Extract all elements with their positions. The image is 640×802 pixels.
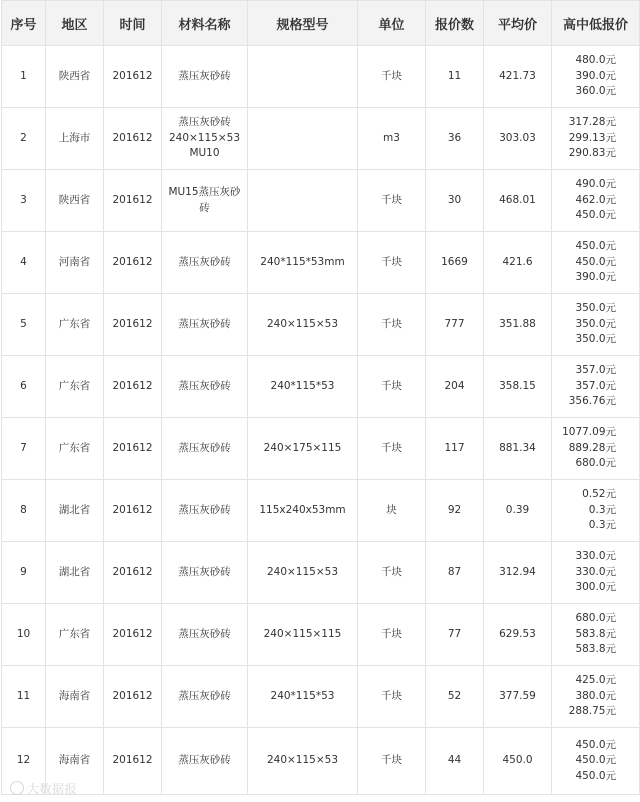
cell-unit: 千块 xyxy=(358,170,426,232)
cell-quote-count: 77 xyxy=(426,604,484,666)
cell-average-price: 0.39 xyxy=(484,480,552,542)
cell-line: 蒸压灰砂砖 xyxy=(178,441,231,454)
cell-line: 蒸压灰砂砖 xyxy=(178,627,231,640)
table-row xyxy=(2,542,640,604)
cell-line: 蒸压灰砂砖 xyxy=(178,69,231,82)
cell-line: 299.13元 xyxy=(568,131,616,144)
cell-spec: 240*115*53 xyxy=(248,356,358,418)
cell-index: 11 xyxy=(2,666,46,728)
cell-unit: 千块 xyxy=(358,542,426,604)
cell-quote-count: 1669 xyxy=(426,232,484,294)
cell-index: 4 xyxy=(2,232,46,294)
cell-prices xyxy=(552,728,640,795)
header-average-price: 平均价 xyxy=(484,1,552,46)
cell-region: 上海市 xyxy=(46,108,104,170)
cell-quote-count: 204 xyxy=(426,356,484,418)
cell-material-name xyxy=(162,542,248,604)
cell-line: 356.76元 xyxy=(568,395,616,408)
cell-unit: m3 xyxy=(358,108,426,170)
cell-line: 490.0元 xyxy=(575,178,616,191)
table-row xyxy=(2,480,640,542)
cell-average-price: 312.94 xyxy=(484,542,552,604)
cell-time: 201612 xyxy=(104,108,162,170)
cell-quote-count: 36 xyxy=(426,108,484,170)
cell-index: 8 xyxy=(2,480,46,542)
cell-region: 海南省 xyxy=(46,728,104,795)
cell-line: 450.0元 xyxy=(575,738,616,751)
cell-material-name xyxy=(162,480,248,542)
header-index: 序号 xyxy=(2,1,46,46)
cell-spec xyxy=(248,108,358,170)
cell-time: 201612 xyxy=(104,170,162,232)
cell-unit: 千块 xyxy=(358,356,426,418)
cell-line: 360.0元 xyxy=(575,85,616,98)
watermark-text: 大数据报 xyxy=(27,782,78,796)
cell-region: 湖北省 xyxy=(46,542,104,604)
cell-line: 240×115×53 xyxy=(168,131,241,144)
cell-unit: 千块 xyxy=(358,418,426,480)
cell-line: 450.0元 xyxy=(575,209,616,222)
table-row xyxy=(2,170,640,232)
cell-line: 蒸压灰砂砖 xyxy=(178,565,231,578)
cell-index: 5 xyxy=(2,294,46,356)
cell-prices xyxy=(552,232,640,294)
cell-line: 480.0元 xyxy=(575,54,616,67)
cell-line: 425.0元 xyxy=(575,674,616,687)
cell-time: 201612 xyxy=(104,666,162,728)
cell-line: 350.0元 xyxy=(575,317,616,330)
cell-unit: 千块 xyxy=(358,604,426,666)
watermark xyxy=(10,780,77,797)
cell-material-name xyxy=(162,666,248,728)
cell-spec xyxy=(248,170,358,232)
weibo-logo-icon xyxy=(10,781,24,795)
cell-region: 广东省 xyxy=(46,604,104,666)
cell-time: 201612 xyxy=(104,356,162,418)
cell-line: 蒸压灰砂砖 xyxy=(178,317,231,330)
cell-line: MU15蒸压灰砂 xyxy=(168,186,241,198)
cell-average-price: 421.6 xyxy=(484,232,552,294)
cell-line: 0.3元 xyxy=(588,519,616,532)
cell-material-name xyxy=(162,356,248,418)
cell-line: 390.0元 xyxy=(575,271,616,284)
cell-material-name xyxy=(162,728,248,795)
cell-line: 砖 xyxy=(199,201,210,214)
cell-spec: 240×175×115 xyxy=(248,418,358,480)
cell-region: 广东省 xyxy=(46,356,104,418)
cell-prices xyxy=(552,418,640,480)
cell-average-price: 881.34 xyxy=(484,418,552,480)
cell-quote-count: 92 xyxy=(426,480,484,542)
cell-line: 蒸压灰砂砖 xyxy=(178,503,231,516)
cell-line: 290.83元 xyxy=(568,147,616,160)
cell-spec: 240×115×115 xyxy=(248,604,358,666)
cell-quote-count: 52 xyxy=(426,666,484,728)
cell-index: 6 xyxy=(2,356,46,418)
cell-quote-count: 777 xyxy=(426,294,484,356)
cell-line: 350.0元 xyxy=(575,302,616,315)
header-region: 地区 xyxy=(46,1,104,46)
cell-quote-count: 11 xyxy=(426,46,484,108)
cell-line: 680.0元 xyxy=(575,457,616,470)
cell-line: 288.75元 xyxy=(568,705,616,718)
cell-time: 201612 xyxy=(104,46,162,108)
cell-region: 陕西省 xyxy=(46,46,104,108)
cell-spec xyxy=(248,46,358,108)
cell-line: 583.8元 xyxy=(575,627,616,640)
cell-region: 陕西省 xyxy=(46,170,104,232)
cell-time: 201612 xyxy=(104,294,162,356)
cell-line: 450.0元 xyxy=(575,240,616,253)
cell-line: 300.0元 xyxy=(575,581,616,594)
cell-line: 蒸压灰砂砖 xyxy=(178,754,231,767)
cell-prices xyxy=(552,604,640,666)
cell-average-price: 421.73 xyxy=(484,46,552,108)
cell-line: 680.0元 xyxy=(575,612,616,625)
cell-prices xyxy=(552,108,640,170)
table-header-row xyxy=(2,1,640,46)
cell-average-price: 358.15 xyxy=(484,356,552,418)
cell-material-name xyxy=(162,108,248,170)
cell-index: 10 xyxy=(2,604,46,666)
cell-time: 201612 xyxy=(104,604,162,666)
cell-prices xyxy=(552,356,640,418)
cell-spec: 240*115*53 xyxy=(248,666,358,728)
cell-average-price: 303.03 xyxy=(484,108,552,170)
cell-prices xyxy=(552,480,640,542)
cell-prices xyxy=(552,542,640,604)
cell-material-name xyxy=(162,604,248,666)
cell-line: 450.0元 xyxy=(575,754,616,767)
table-body xyxy=(2,46,640,795)
table-row xyxy=(2,728,640,795)
cell-line: 蒸压灰砂砖 xyxy=(178,379,231,392)
table-row xyxy=(2,108,640,170)
table-row xyxy=(2,294,640,356)
table-row xyxy=(2,232,640,294)
cell-prices xyxy=(552,294,640,356)
cell-prices xyxy=(552,46,640,108)
cell-line: MU10 xyxy=(189,147,220,160)
cell-average-price: 351.88 xyxy=(484,294,552,356)
table-row xyxy=(2,46,640,108)
cell-quote-count: 117 xyxy=(426,418,484,480)
header-quote-count: 报价数 xyxy=(426,1,484,46)
cell-line: 462.0元 xyxy=(575,193,616,206)
cell-line: 889.28元 xyxy=(568,441,616,454)
cell-unit: 千块 xyxy=(358,728,426,795)
header-material-name: 材料名称 xyxy=(162,1,248,46)
cell-spec: 240×115×53 xyxy=(248,542,358,604)
cell-index: 2 xyxy=(2,108,46,170)
cell-unit: 千块 xyxy=(358,46,426,108)
cell-quote-count: 44 xyxy=(426,728,484,795)
cell-line: 317.28元 xyxy=(568,116,616,129)
cell-time: 201612 xyxy=(104,542,162,604)
cell-spec: 240*115*53mm xyxy=(248,232,358,294)
cell-line: 450.0元 xyxy=(575,255,616,268)
cell-region: 海南省 xyxy=(46,666,104,728)
cell-line: 蒸压灰砂砖 xyxy=(178,689,231,702)
cell-average-price: 450.0 xyxy=(484,728,552,795)
cell-index: 12 xyxy=(2,728,46,795)
cell-spec: 115x240x53mm xyxy=(248,480,358,542)
header-unit: 单位 xyxy=(358,1,426,46)
cell-line: 1077.09元 xyxy=(562,426,616,439)
cell-unit: 千块 xyxy=(358,294,426,356)
cell-region: 河南省 xyxy=(46,232,104,294)
cell-quote-count: 30 xyxy=(426,170,484,232)
cell-spec: 240×115×53 xyxy=(248,728,358,795)
cell-time: 201612 xyxy=(104,232,162,294)
cell-time: 201612 xyxy=(104,418,162,480)
cell-line: 350.0元 xyxy=(575,333,616,346)
cell-material-name xyxy=(162,232,248,294)
cell-line: 583.8元 xyxy=(575,643,616,656)
table-row xyxy=(2,356,640,418)
cell-material-name xyxy=(162,170,248,232)
cell-line: 390.0元 xyxy=(575,69,616,82)
cell-index: 7 xyxy=(2,418,46,480)
cell-quote-count: 87 xyxy=(426,542,484,604)
cell-line: 蒸压灰砂砖 xyxy=(178,255,231,268)
cell-index: 1 xyxy=(2,46,46,108)
table-row xyxy=(2,604,640,666)
cell-line: 0.52元 xyxy=(582,488,616,501)
table-row xyxy=(2,418,640,480)
cell-region: 广东省 xyxy=(46,294,104,356)
cell-average-price: 468.01 xyxy=(484,170,552,232)
cell-line: 蒸压灰砂砖 xyxy=(178,116,231,129)
cell-material-name xyxy=(162,294,248,356)
cell-material-name xyxy=(162,418,248,480)
cell-unit: 块 xyxy=(358,480,426,542)
cell-region: 湖北省 xyxy=(46,480,104,542)
header-spec: 规格型号 xyxy=(248,1,358,46)
cell-average-price: 377.59 xyxy=(484,666,552,728)
cell-line: 0.3元 xyxy=(588,503,616,516)
cell-prices xyxy=(552,666,640,728)
cell-line: 330.0元 xyxy=(575,550,616,563)
cell-prices xyxy=(552,170,640,232)
header-time: 时间 xyxy=(104,1,162,46)
cell-time: 201612 xyxy=(104,728,162,795)
cell-index: 3 xyxy=(2,170,46,232)
cell-index: 9 xyxy=(2,542,46,604)
cell-line: 330.0元 xyxy=(575,565,616,578)
cell-line: 357.0元 xyxy=(575,379,616,392)
cell-unit: 千块 xyxy=(358,232,426,294)
cell-spec: 240×115×53 xyxy=(248,294,358,356)
header-high-mid-low-price: 高中低报价 xyxy=(552,1,640,46)
table-row xyxy=(2,666,640,728)
cell-line: 380.0元 xyxy=(575,689,616,702)
cell-time: 201612 xyxy=(104,480,162,542)
cell-material-name xyxy=(162,46,248,108)
cell-line: 450.0元 xyxy=(575,769,616,782)
cell-unit: 千块 xyxy=(358,666,426,728)
price-table xyxy=(1,0,640,795)
cell-region: 广东省 xyxy=(46,418,104,480)
cell-line: 357.0元 xyxy=(575,364,616,377)
cell-average-price: 629.53 xyxy=(484,604,552,666)
